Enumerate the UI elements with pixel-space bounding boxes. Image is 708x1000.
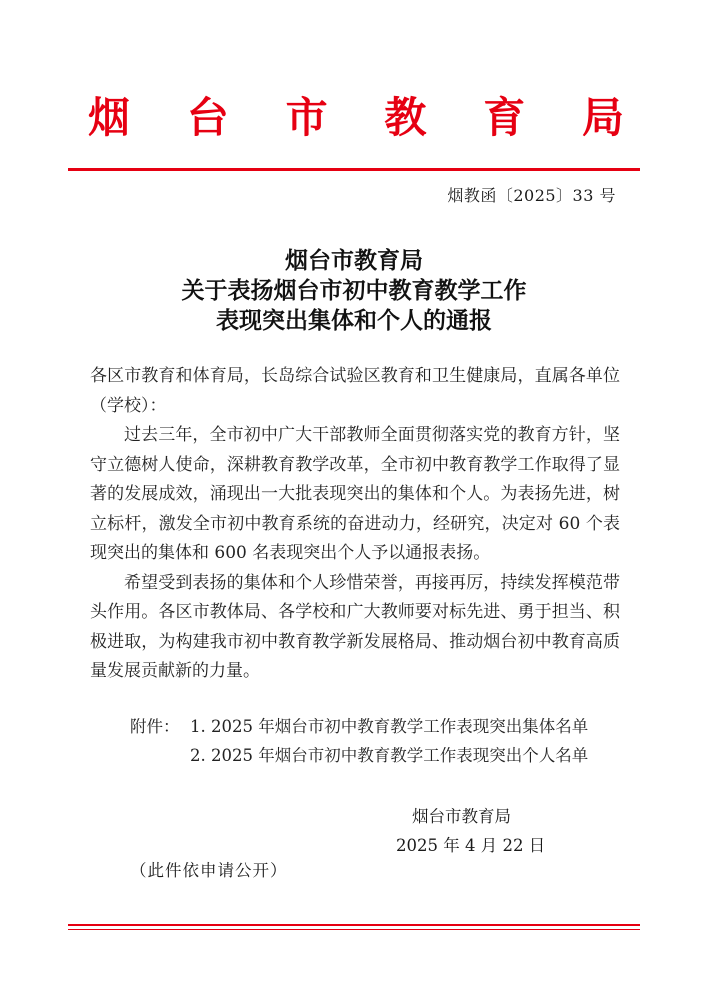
masthead-char: 教 — [384, 93, 427, 142]
title-line: 烟台市教育局 — [285, 247, 423, 274]
disclosure-note: （此件依申请公开） — [130, 861, 288, 880]
masthead-char: 育 — [483, 93, 526, 142]
masthead-char: 局 — [581, 93, 624, 142]
body-paragraph: 过去三年，全市初中广大干部教师全面贯彻落实党的教育方针，坚守立德树人使命，深耕教育教学改革，全市初中教育教学工作取得了显著的发展成效，涌现出一大批表现突出的集体和个人。为表扬先进，树立标杆，激发全市初中教育系统的奋进动力，经研究，决定对 60 个表现突出的集体和 600 名表现突出个人予以通报表扬。 — [90, 425, 620, 563]
attachment-item: 2. 2025 年烟台市初中教育教学工作表现突出个人名单 — [190, 746, 589, 765]
signature-org: 烟台市教育局 — [412, 807, 511, 826]
document-body — [90, 362, 620, 687]
masthead-char: 台 — [186, 93, 229, 142]
attachments-label: 附件： — [130, 717, 180, 736]
document-title — [68, 246, 640, 336]
title-line: 表现突出集体和个人的通报 — [216, 307, 492, 334]
signature-block — [396, 802, 545, 860]
signature-date: 2025 年 4 月 22 日 — [396, 836, 546, 855]
salutation: 各区市教育和体育局，长岛综合试验区教育和卫生健康局，直属各单位（学校）： — [90, 366, 620, 416]
body-paragraph: 希望受到表扬的集体和个人珍惜荣誉，再接再厉，持续发挥模范带头作用。各区市教体局、各学校和广大教师要对标先进、勇于担当、积极进取，为构建我市初中教育教学新发展格局、推动烟台初中教育高质量发展贡献新的力量。 — [90, 572, 620, 681]
footer-red-rule — [68, 924, 640, 926]
masthead-red-rule — [68, 168, 640, 171]
masthead-char: 烟 — [88, 93, 131, 142]
masthead — [88, 92, 624, 144]
document-number: 烟教函〔2025〕33 号 — [447, 186, 616, 205]
attachment-item: 1. 2025 年烟台市初中教育教学工作表现突出集体名单 — [190, 717, 589, 736]
footer-red-rule-thin — [68, 929, 640, 930]
masthead-char: 市 — [285, 93, 328, 142]
title-line: 关于表扬烟台市初中教育教学工作 — [181, 277, 527, 304]
attachments — [130, 712, 588, 770]
attachments-spacer — [130, 741, 190, 770]
